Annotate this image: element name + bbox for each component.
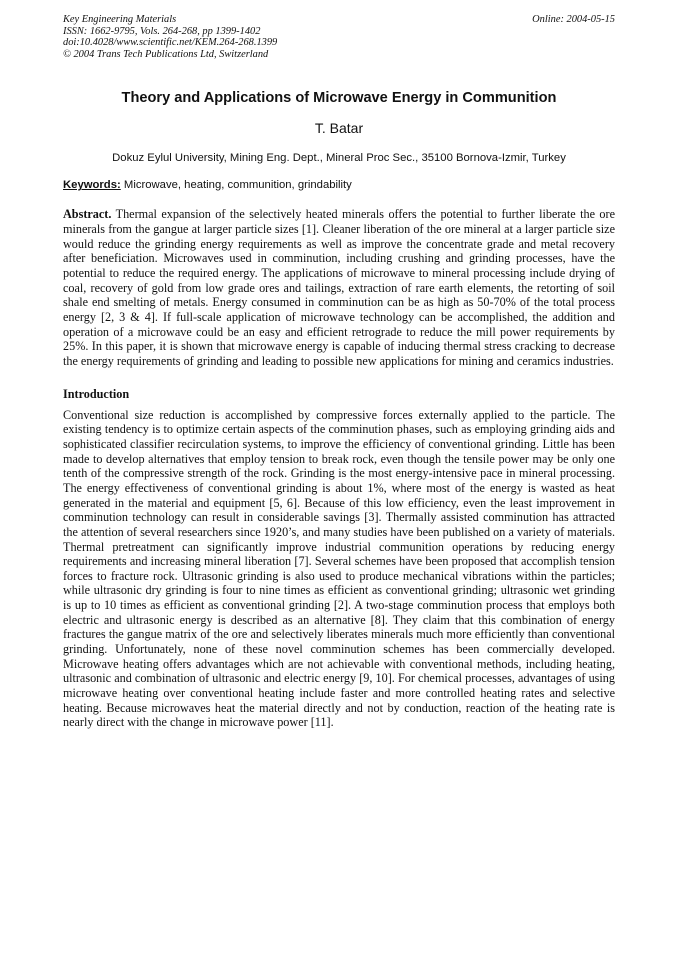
introduction-paragraph: Conventional size reduction is accomplished by compressive forces externally applied to the particle. The existing tendency is to optimize certain aspects of the comminution phases, such as employing grinding aids and sophisticated classifier recirculation systems, to improve the efficiency of conventional grinding. Little has been made to develop alternatives that employ tension to break rock, even though the tensile power may be only one tenth of the compressive strength of the rock. Grinding is the most energy-intensive pace in mineral processing. The energy effectiveness of conventional grinding is about 1%, where most of the energy is wasted as heat generated in the material and equipment [5, 6]. Because of this low efficiency, even the least improvement in comminution technology can result in considerable savings [3]. Thermally assisted comminution has attracted the attention of several researchers since 1920’s, and many studies have been published on a variety of materials. Thermal pretreatment can significantly improve industrial communition operations by reducing energy requirements and increasing mineral liberation [7]. Several schemes have been proposed that accomplish tension forces to fracture rock. Ultrasonic grinding is also used to produce mechanical vibrations within the particles; while ultrasonic dry grinding is four to nine times as efficient as conventional grinding; ultrasonic wet grinding is up to 10 times as efficient as conventional grinding [2]. A two-stage comminution process that employs both electric and ultrasonic energy is described as an alternative [8]. They claim that this combination of energy fractures the gangue matrix of the ore and selectively liberates minerals much more efficiently than conventional grinding. Unfortunately, none of these novel comminution schemes has been commercially developed. Microwave heating offers advantages which are not achievable with conventional methods, including heating, ultrasonic and combination of ultrasonic and electric energy [9, 10]. For chemical processes, advantages of using microwave heating over conventional heating include faster and more controlled heating rates and selective heating. Because microwaves heat the material directly and not by conduction, reaction of the heating rate is nearly direct with the change in microwave power [11]. xyxy=(63,407,615,730)
keywords-label: Keywords: xyxy=(63,179,121,192)
journal-info xyxy=(63,14,277,60)
online-date: Online: 2004-05-15 xyxy=(532,14,615,25)
abstract-label: Abstract. xyxy=(63,207,112,222)
journal-header xyxy=(63,14,615,60)
journal-issn: ISSN: 1662-9795, Vols. 264-268, pp 1399-1402 xyxy=(63,25,261,37)
paper-title: Theory and Applications of Microwave Energy in Communition xyxy=(121,90,557,107)
abstract-paragraph xyxy=(63,207,615,368)
paper-page xyxy=(63,14,615,730)
paper-author: T. Batar xyxy=(314,120,364,137)
keywords-text: Microwave, heating, communition, grindability xyxy=(120,179,352,192)
keywords-line xyxy=(63,178,615,192)
abstract-text: Thermal expansion of the selectively heated minerals offers the potential to further liberate the ore minerals from the gangue at larger particle sizes [1]. Cleaner liberation of the ore mineral at a larger particle size would reduce the grinding energy requirements as well as improve the concentrate grade and metal recovery after beneficiation. Microwaves used in comminution, including crushing and grinding processes, have the potential to reduce the required energy. The applications of microwave to mineral processing include drying of coal, recovery of gold from low grade ores and tailings, extraction of rare earth elements, the retorting of soil shale end smelting of metals. Energy consumed in comminution can be as high as 50-70% of the total process energy [2, 3 & 4]. If full-scale application of microwave technology can be accomplished, the addition and operation of a microwave could be an easy and efficient retrograde to reduce the mill power requirements by 25%. In this paper, it is shown that microwave energy is capable of inducing thermal stress cracking to decrease the energy requirements of grinding and leading to possible new applications for mining and ceramics industries. xyxy=(63,207,615,368)
introduction-heading: Introduction xyxy=(63,386,130,401)
journal-doi: doi:10.4028/www.scientific.net/KEM.264-268.1399 xyxy=(63,37,278,49)
author-affiliation: Dokuz Eylul University, Mining Eng. Dept., Mineral Proc Sec., 35100 Bornova-Izmir, Turkey xyxy=(112,152,566,165)
journal-copyright: © 2004 Trans Tech Publications Ltd, Switzerland xyxy=(63,48,269,60)
journal-name: Key Engineering Materials xyxy=(63,14,177,25)
